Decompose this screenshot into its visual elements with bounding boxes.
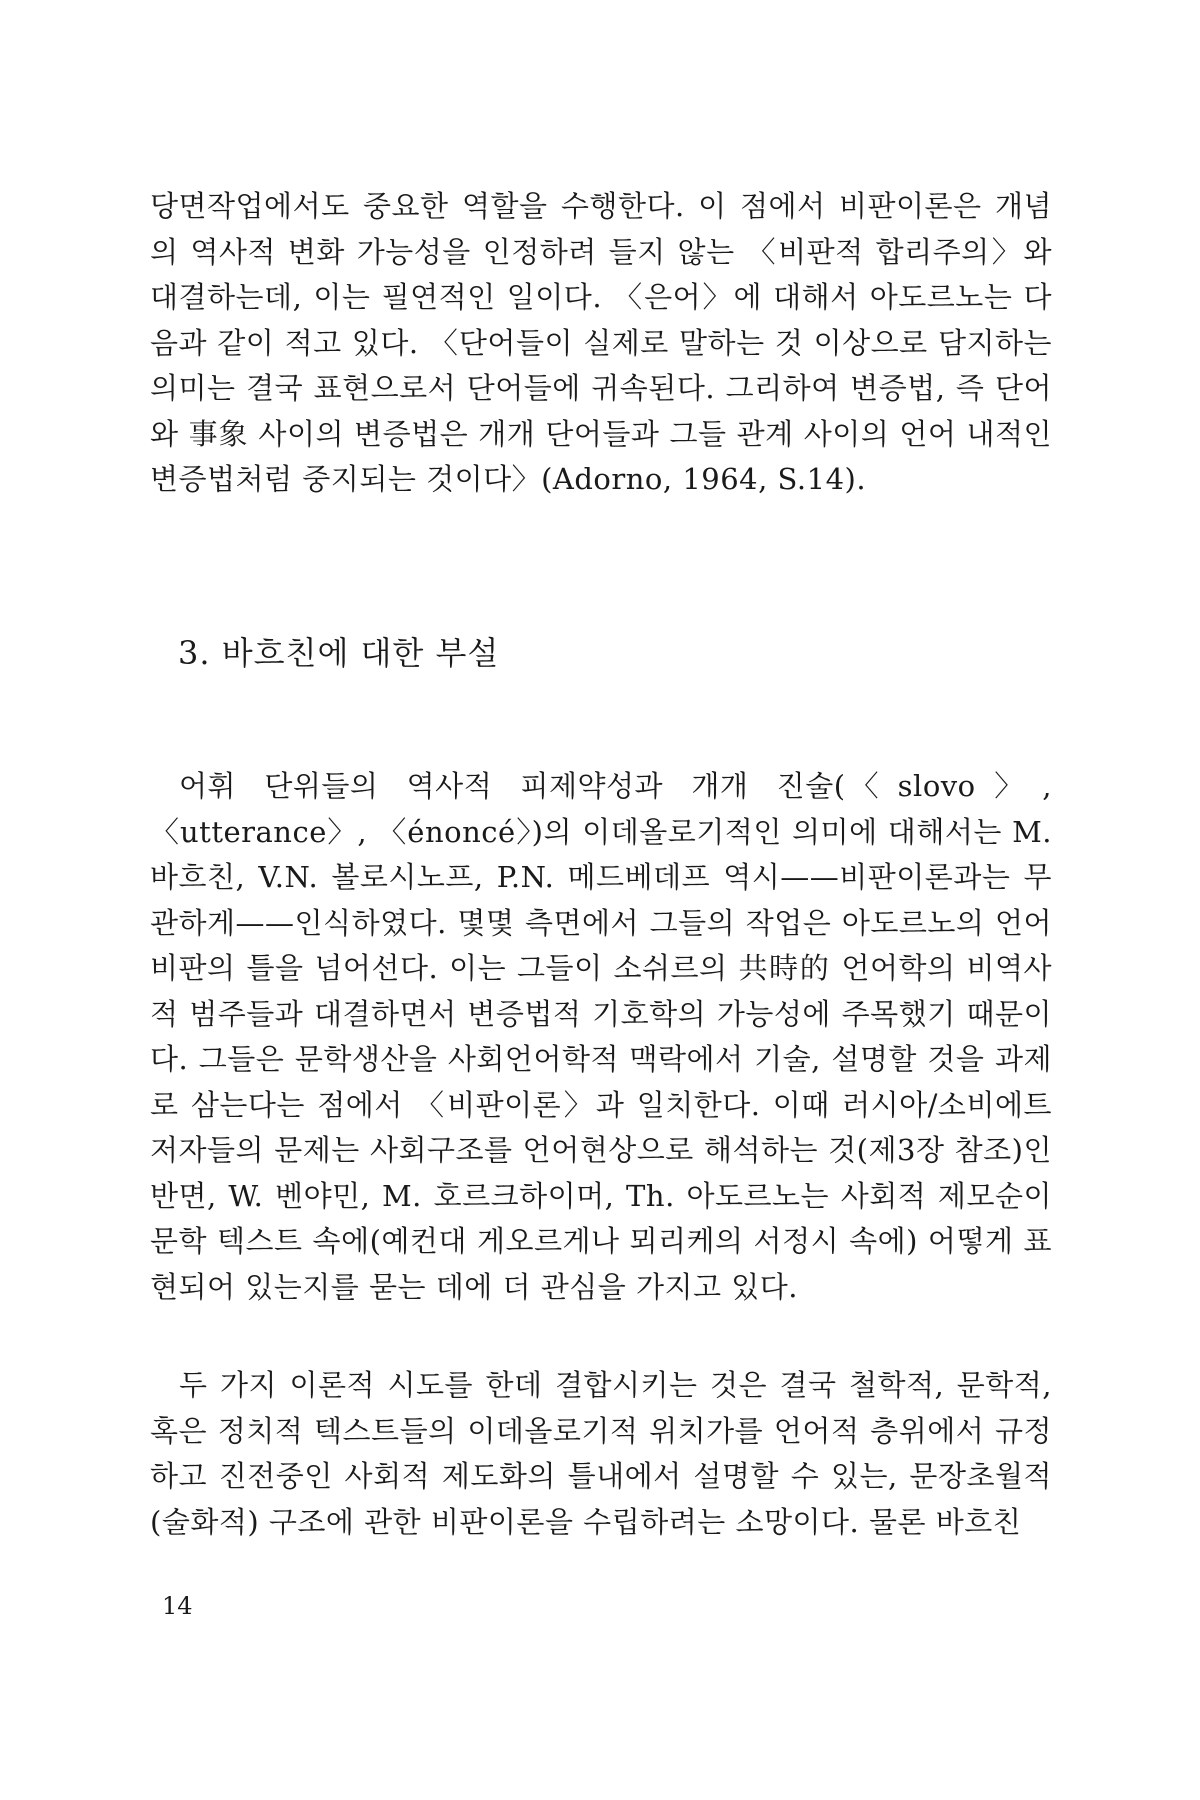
paragraph-1: 당면작업에서도 중요한 역할을 수행한다. 이 점에서 비판이론은 개념의 역사적 변화 가능성을 인정하려 들지 않는 〈비판적 합리주의〉와 대결하는데, 이는 필연적인 일이다. 〈은어〉에 대해서 아도르노는 다음과 같이 적고 있다. 〈단어들이 실제로 말하는 것 이상으로 담지하는 의미는 결국 표현으로서 단어들에 귀속된다. 그리하여 변증법, 즉 단어와 事象 사이의 변증법은 개개 단어들과 그들 관계 사이의 언어 내적인 변증법처럼 중지되는 것이다〉(Adorno, 1964, S.14). (150, 189, 1052, 496)
page-number: 14 (162, 1592, 193, 1620)
section-heading: 3. 바흐친에 대한 부설 (178, 634, 500, 672)
paragraph-2: 어휘 단위들의 역사적 피제약성과 개개 진술(〈slovo〉, 〈utterance〉, 〈énoncé〉)의 이데올로기적인 의미에 대해서는 M. 바흐친, V.N. 볼로시노프, P.N. 메드베데프 역시——비판이론과는 무관하게——인식하였다. 몇몇 측면에서 그들의 작업은 아도르노의 언어비판의 틀을 넘어선다. 이는 그들이 소쉬르의 共時的 언어학의 비역사적 범주들과 대결하면서 변증법적 기호학의 가능성에 주목했기 때문이다. 그들은 문학생산을 사회언어학적 맥락에서 기술, 설명할 것을 과제로 삼는다는 점에서 〈비판이론〉과 일치한다. 이때 러시아/소비에트 저자들의 문제는 사회구조를 언어현상으로 해석하는 것(제3장 참조)인 반면, W. 벤야민, M. 호르크하이머, Th. 아도르노는 사회적 제모순이 문학 텍스트 속에(예컨대 게오르게나 뫼리케의 서정시 속에) 어떻게 표현되어 있는지를 묻는 데에 더 관심을 가지고 있다. (150, 769, 1052, 1304)
paragraph-3: 두 가지 이론적 시도를 한데 결합시키는 것은 결국 철학적, 문학적, 혹은 정치적 텍스트들의 이데올로기적 위치가를 언어적 층위에서 규정하고 진전중인 사회적 제도화의 틀내에서 설명할 수 있는, 문장초월적(술화적) 구조에 관한 비판이론을 수립하려는 소망이다. 물론 바흐친 (150, 1368, 1052, 1539)
